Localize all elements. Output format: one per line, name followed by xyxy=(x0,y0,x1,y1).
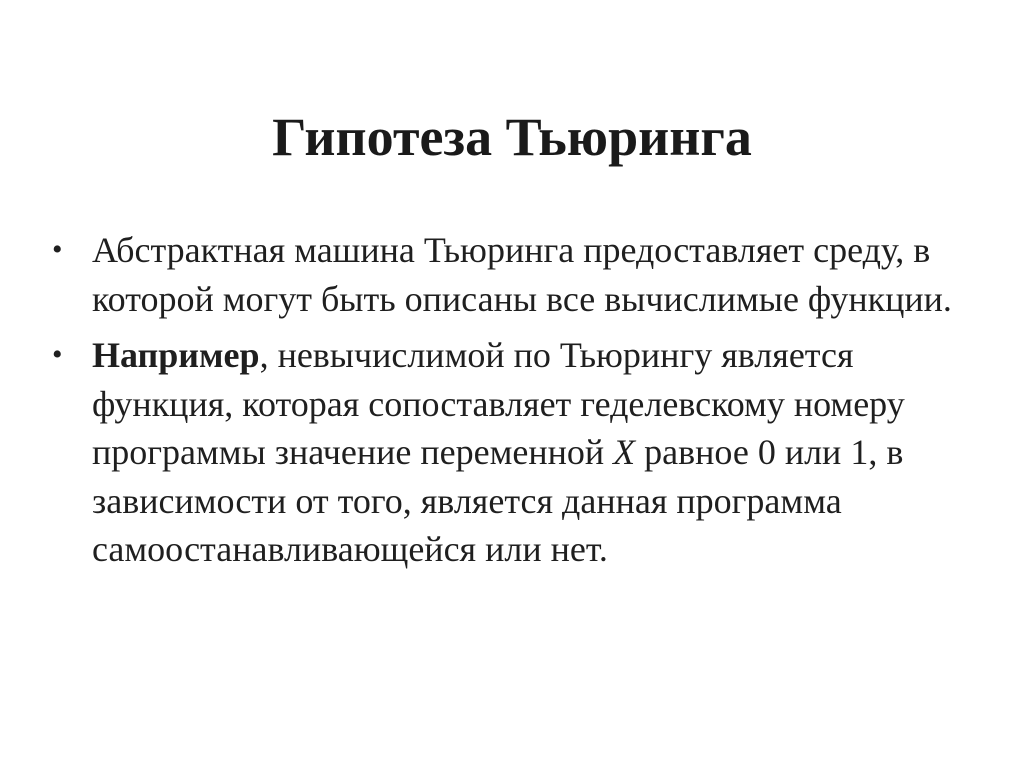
bullet-text-part-a: , невычислимой по Тьюрингу является функция, которая сопоставляет геделевскому номеру программы значение переменной xyxy=(92,335,905,472)
bullet-marker: • xyxy=(52,338,63,371)
slide-title: Гипотеза Тьюринга xyxy=(272,107,752,167)
bullet-list xyxy=(52,226,972,582)
bullet-text-part-b: равное 0 или 1, в зависимости от того, является данная программа самоостанавливающейся или нет. xyxy=(92,432,904,569)
bullet-text: Абстрактная машина Тьюринга предоставляет среду, в которой могут быть описаны все вычислимые функции. xyxy=(92,230,952,319)
bullet-item-2 xyxy=(52,331,972,574)
bullet-item-1 xyxy=(52,226,972,323)
variable-x: X xyxy=(613,432,636,472)
bullet-marker: • xyxy=(52,233,63,266)
bullet-lead-bold: Например xyxy=(92,335,260,375)
